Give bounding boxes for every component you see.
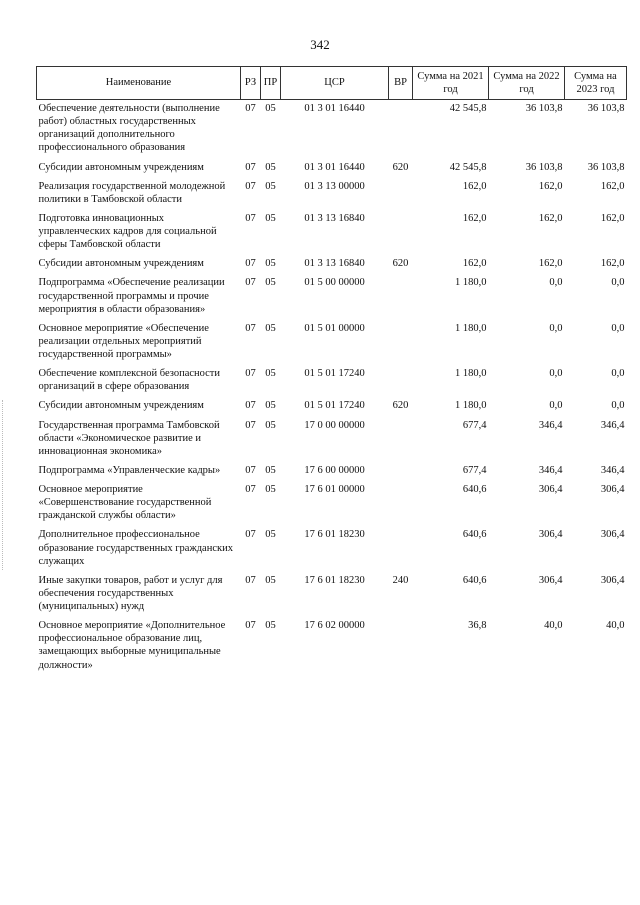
row-sum-2023: 40,0 [606,620,625,632]
budget-table [36,66,627,676]
row-sum-2023: 0,0 [611,277,625,289]
row-name: Подпрограмма «Обеспечение реализации государственной программы и прочие мероприятия в области образования» [38,277,225,315]
table-row [37,100,627,159]
header-pr: ПР [261,67,281,100]
row-vr [389,481,413,526]
table-row [37,178,627,210]
table-row [37,365,627,397]
row-csr: 17 0 00 00000 [304,419,365,431]
row-name: Обеспечение деятельности (выполнение работ) областных государственных организаций дополнительного профессионального образования [38,103,220,154]
row-name: Иные закупки товаров, работ и услуг для обеспечения государственных (муниципальных) нужд [38,574,223,612]
row-pr: 05 [265,161,276,173]
header-name: Наименование [37,67,241,100]
row-rz: 07 [245,277,256,289]
row-sum-2021: 640,6 [462,574,487,586]
table-row [37,481,627,526]
row-sum-2022: 40,0 [544,620,563,632]
row-sum-2023: 306,4 [600,484,625,495]
table-row [37,159,627,178]
row-pr: 05 [265,180,276,192]
row-vr: 620 [392,161,409,173]
row-sum-2023: 306,4 [600,574,625,586]
row-vr: 240 [392,574,409,586]
row-csr: 01 3 01 16440 [304,103,365,114]
page-number: 342 [310,37,330,52]
row-vr [389,210,413,255]
row-sum-2023: 162,0 [600,180,625,192]
header-sum-2022: Сумма на 2022 год [489,67,565,100]
row-csr: 17 6 01 00000 [304,484,365,495]
row-sum-2022: 306,4 [538,574,563,586]
row-vr [389,617,413,676]
row-vr: 620 [392,258,409,270]
row-sum-2021: 1 180,0 [455,368,487,380]
row-sum-2021: 42 545,8 [449,103,487,114]
row-rz: 07 [245,419,256,431]
row-vr [389,417,413,462]
row-csr: 01 3 01 16440 [304,161,365,173]
row-sum-2021: 1 180,0 [455,400,487,412]
row-sum-2022: 162,0 [538,180,563,192]
row-pr: 05 [265,103,276,114]
row-name: Обеспечение комплексной безопасности организаций в сфере образования [38,368,221,393]
row-sum-2021: 640,6 [462,529,487,541]
row-sum-2022: 162,0 [538,212,563,224]
row-sum-2023: 162,0 [600,258,625,270]
header-sum-2023: Сумма на 2023 год [565,67,627,100]
header-rz: РЗ [241,67,261,100]
row-sum-2023: 36 103,8 [587,161,625,173]
row-rz: 07 [245,103,256,114]
row-csr: 01 3 13 00000 [304,180,365,192]
row-csr: 01 5 01 17240 [304,400,365,412]
row-rz: 07 [245,574,256,586]
row-sum-2021: 36,8 [468,620,487,632]
row-pr: 05 [265,368,276,380]
row-rz: 07 [245,529,256,541]
row-csr: 17 6 01 18230 [304,574,365,586]
row-sum-2022: 162,0 [538,258,563,270]
row-pr: 05 [265,277,276,289]
row-name: Дополнительное профессиональное образование государственных гражданских служащих [38,529,233,567]
row-name: Субсидии автономным учреждениям [38,400,204,412]
row-name: Реализация государственной молодежной политики в Тамбовской области [38,180,226,205]
row-sum-2023: 0,0 [611,400,625,412]
row-sum-2022: 0,0 [549,368,563,380]
row-rz: 07 [245,620,256,632]
row-csr: 01 3 13 16840 [304,212,365,224]
row-vr [389,462,413,481]
row-sum-2021: 677,4 [462,464,487,476]
row-pr: 05 [265,212,276,224]
row-sum-2023: 0,0 [611,322,625,334]
table-row [37,397,627,416]
row-pr: 05 [265,574,276,586]
row-name: Подпрограмма «Управленческие кадры» [38,464,221,476]
row-pr: 05 [265,464,276,476]
row-sum-2021: 162,0 [462,258,487,270]
row-sum-2022: 346,4 [538,419,563,431]
row-pr: 05 [265,322,276,334]
scan-margin-mark [2,400,5,570]
row-sum-2023: 0,0 [611,368,625,380]
row-pr: 05 [265,400,276,412]
row-sum-2022: 0,0 [549,277,563,289]
row-vr [389,320,413,365]
row-csr: 17 6 01 18230 [304,529,365,541]
row-sum-2022: 306,4 [538,529,563,541]
row-pr: 05 [265,419,276,431]
row-sum-2023: 346,4 [600,464,625,476]
row-rz: 07 [245,464,256,476]
row-csr: 17 6 00 00000 [304,464,365,476]
row-pr: 05 [265,620,276,632]
table-header-row [37,67,627,100]
row-rz: 07 [245,322,256,334]
row-rz: 07 [245,368,256,380]
row-vr [389,526,413,571]
row-sum-2021: 162,0 [462,212,487,224]
row-sum-2023: 306,4 [600,529,625,541]
row-csr: 17 6 02 00000 [304,620,365,632]
row-sum-2022: 0,0 [549,322,563,334]
row-sum-2021: 42 545,8 [449,161,487,173]
row-sum-2023: 346,4 [600,419,625,431]
table-row [37,320,627,365]
row-pr: 05 [265,258,276,270]
row-pr: 05 [265,484,276,495]
table-row [37,572,627,617]
row-sum-2021: 1 180,0 [455,322,487,334]
row-csr: 01 5 01 00000 [304,322,365,334]
row-rz: 07 [245,212,256,224]
row-sum-2022: 306,4 [538,484,563,495]
table-row [37,617,627,676]
row-sum-2023: 162,0 [600,212,625,224]
row-sum-2022: 346,4 [538,464,563,476]
row-sum-2022: 36 103,8 [525,103,563,114]
row-vr [389,365,413,397]
row-sum-2022: 0,0 [549,400,563,412]
table-row [37,274,627,319]
row-sum-2021: 162,0 [462,180,487,192]
row-pr: 05 [265,529,276,541]
row-name: Субсидии автономным учреждениям [38,161,204,173]
table-row [37,526,627,571]
row-rz: 07 [245,180,256,192]
row-sum-2021: 1 180,0 [455,277,487,289]
row-vr [389,100,413,159]
row-name: Основное мероприятие «Совершенствование государственной гражданской службы области» [38,484,212,522]
row-sum-2021: 677,4 [462,419,487,431]
row-name: Государственная программа Тамбовской области «Экономическое развитие и инновационная экономика» [38,419,220,457]
row-rz: 07 [245,161,256,173]
row-sum-2021: 640,6 [462,484,487,495]
header-vr: ВР [389,67,413,100]
row-name: Основное мероприятие «Обеспечение реализации отдельных мероприятий государственной программы» [38,322,209,360]
row-vr [389,274,413,319]
row-rz: 07 [245,258,256,270]
row-sum-2022: 36 103,8 [525,161,563,173]
row-name: Субсидии автономным учреждениям [38,258,204,270]
row-rz: 07 [245,400,256,412]
row-csr: 01 5 01 17240 [304,368,365,380]
row-name: Подготовка инновационных управленческих кадров для социальной сферы Тамбовской области [38,212,217,251]
header-sum-2021: Сумма на 2021 год [413,67,489,100]
table-row [37,462,627,481]
row-vr [389,178,413,210]
table-row [37,210,627,255]
header-csr: ЦСР [281,67,389,100]
table-row [37,255,627,274]
row-rz: 07 [245,484,256,495]
table-row [37,417,627,462]
row-csr: 01 5 00 00000 [304,277,365,289]
row-sum-2023: 36 103,8 [587,103,625,114]
row-csr: 01 3 13 16840 [304,258,365,270]
row-name: Основное мероприятие «Дополнительное профессиональное образование лиц, замещающих выборные муниципальные должности» [38,620,226,671]
row-vr: 620 [392,400,409,412]
